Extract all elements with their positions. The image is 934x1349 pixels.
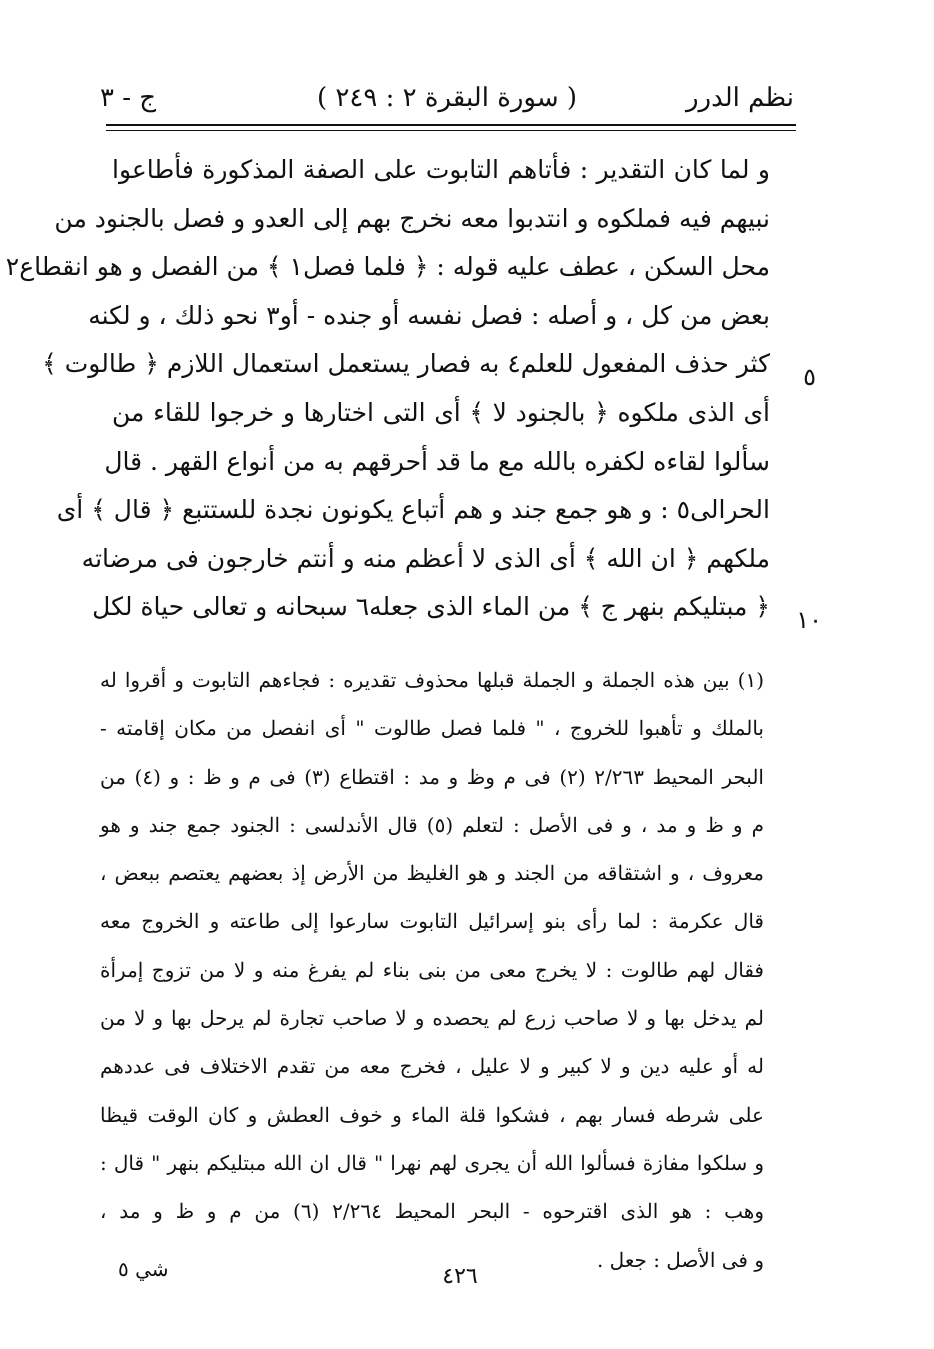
footnote-line: م و ظ و مد ، و فى الأصل : لتعلم (٥) قال الأندلسى : الجنود جمع جند و هو xyxy=(100,812,764,837)
text-line: بعض من كل ، و أصله : فصل نفسه أو جنده - أو٣ نحو ذلك ، و لكنه xyxy=(88,300,770,330)
footnote-line: وهب : هو الذى اقترحوه - البحر المحيط ٢/٢٦٤ (٦) من م و ظ و مد ، xyxy=(100,1199,765,1224)
line-number-5: ٥ xyxy=(803,363,816,391)
text-line: ﴿ مبتليكم بنهر ج ﴾ من الماء الذى جعله٦ سبحانه و تعالى حياة لكل xyxy=(92,592,770,622)
text-line: ملكهم ﴿ ان الله ﴾ أى الذى لا أعظم منه و أنتم خارجون فى مرضاته xyxy=(81,543,770,573)
footnote-line: و فى الأصل : جعل . xyxy=(596,1247,764,1272)
text-line: محل السكن ، عطف عليه قوله : ﴿ فلما فصل١ ﴾ من الفصل و هو انقطاع٢ xyxy=(5,252,770,282)
surah-reference: ( سورة البقرة ٢ : ٢٤٩ ) xyxy=(316,83,578,113)
text-line: نبيهم فيه فملكوه و انتدبوا معه نخرج بهم إلى العدو و فصل بالجنود من xyxy=(54,203,770,233)
footnote-line: البحر المحيط ٢/٢٦٣ (٢) فى م وظ و مد : اقتطاع (٣) فى م و ظ : و (٤) من xyxy=(100,764,764,789)
footnote-line: فقال لهم طالوت : لا يخرج معى من بنى بناء لم يفرغ منه و لا من تزوج إمرأة xyxy=(100,957,764,982)
page-number: ٤٢٦ xyxy=(442,1264,478,1289)
book-title: نظم الدرر xyxy=(685,83,794,113)
text-line: أى الذى ملكوه ﴿ بالجنود لا ﴾ أى التى اختارها و خرجوا للقاء من xyxy=(112,397,770,427)
footnote-line: و سلكوا مفازة فسألوا الله أن يجرى لهم نهرا " قال ان الله مبتليكم بنهر " قال : xyxy=(100,1150,764,1175)
footnote-line: قال عكرمة : لما رأى بنو إسرائيل التابوت سارعوا إلى طاعته و الخروج معه xyxy=(100,909,764,934)
text-line: و لما كان التقدير : فأتاهم التابوت على الصفة المذكورة فأطاعوا xyxy=(112,155,770,184)
footnotes xyxy=(100,656,764,1284)
footnote-line: معروف ، و اشتقاقه من الجند و هو الغليظ من الأرض إذ بعضهم يعتصم ببعض ، xyxy=(100,861,764,886)
header-rule xyxy=(106,124,796,126)
main-text xyxy=(5,146,770,632)
footnote-line: (١) بين هذه الجملة و الجملة قبلها محذوف تقديره : فجاءهم التابوت و أقروا له xyxy=(100,668,764,692)
text-line: سألوا لقاءه لكفره بالله مع ما قد أحرقهم به من أنواع القهر . قال xyxy=(104,446,770,476)
footnote-line: له أو عليه دين و لا كبير و لا عليل ، فخرج معه من تقدم الاختلاف فى عددهم xyxy=(100,1054,764,1079)
page-header xyxy=(100,78,794,118)
header-rule-thin xyxy=(106,130,796,131)
text-line: الحرالى٥ : و هو جمع جند و هم أتباع يكونون نجدة للستتبع ﴿ قال ﴾ أى xyxy=(56,495,770,525)
text-line: كثر حذف المفعول للعلم٤ به فصار يستعمل استعمال اللازم ﴿ طالوت ﴾ xyxy=(42,349,770,379)
line-number-10: ١٠ xyxy=(796,606,822,634)
signature-mark: شي ٥ xyxy=(118,1257,169,1281)
footnote-line: لم يدخل بها و لا صاحب زرع لم يحصده و لا صاحب تجارة لم يرحل بها و لا من xyxy=(100,1006,764,1031)
footnote-line: على شرطه فسار بهم ، فشكوا قلة الماء و خوف العطش و كان الوقت قيظا xyxy=(100,1102,764,1127)
volume-label: ج - ٣ xyxy=(100,83,157,113)
footnote-line: بالملك و تأهبوا للخروج ، " فلما فصل طالوت " أى انفصل من مكان إقامته - xyxy=(100,716,764,741)
